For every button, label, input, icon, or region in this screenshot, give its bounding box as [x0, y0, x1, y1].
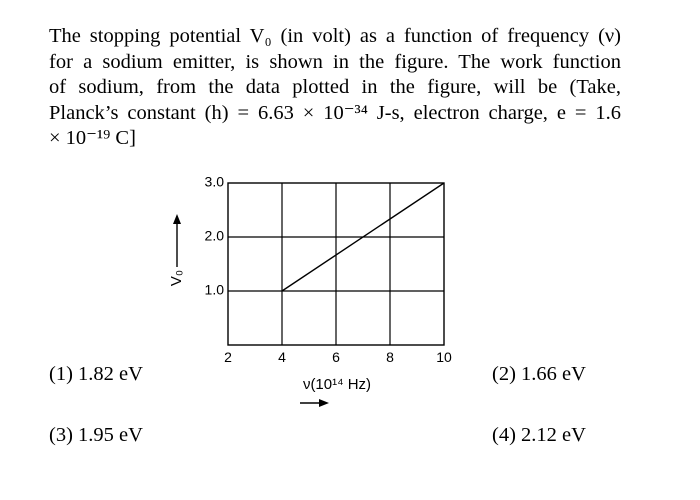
option-2[interactable] [492, 363, 586, 386]
y-tick-labels [205, 174, 225, 298]
y-tick-label: 3.0 [204, 173, 224, 190]
x-tick-label: 10 [436, 349, 452, 365]
x-tick-label: 6 [332, 349, 340, 365]
up-arrow-icon [173, 214, 181, 224]
right-arrow-icon [319, 399, 329, 407]
y-tick-label: 2.0 [204, 227, 224, 244]
question-line: of sodium, from the data plotted in the figure, will be (Take, [49, 76, 621, 98]
option-4[interactable] [492, 424, 586, 447]
option-text: 1.95 eV [78, 424, 143, 446]
x-tick-label: 4 [278, 349, 286, 365]
x-tick-label: 8 [386, 349, 394, 365]
option-text: 2.12 eV [521, 424, 586, 446]
option-label: (2) [492, 363, 516, 385]
option-label: (1) [49, 363, 73, 385]
x-tick-label: 2 [224, 349, 232, 365]
y-axis-label: V₀ [167, 269, 185, 287]
x-tick-labels [224, 349, 452, 365]
option-1[interactable] [49, 363, 143, 386]
question-line: × 10⁻¹⁹ C] [49, 127, 136, 149]
option-label: (4) [492, 424, 516, 446]
question-line: for a sodium emitter, is shown in the figure. The work function [49, 50, 621, 73]
y-axis-label-group [168, 214, 185, 286]
question-line: Planck’s constant (h) = 6.63 × 10⁻³⁴ J-s, electron charge, e = 1.6 [49, 101, 621, 124]
option-text: 1.82 eV [78, 363, 143, 385]
x-axis-label-group [300, 376, 371, 407]
option-3[interactable] [49, 424, 143, 447]
option-text: 1.66 eV [521, 363, 586, 385]
option-label: (3) [49, 424, 73, 446]
grid [228, 183, 444, 345]
x-axis-label: ν(10¹⁴ Hz) [302, 376, 372, 393]
y-tick-label: 1.0 [204, 281, 224, 298]
question-line: The stopping potential V₀ (in volt) as a function of frequency (ν) [49, 25, 621, 47]
